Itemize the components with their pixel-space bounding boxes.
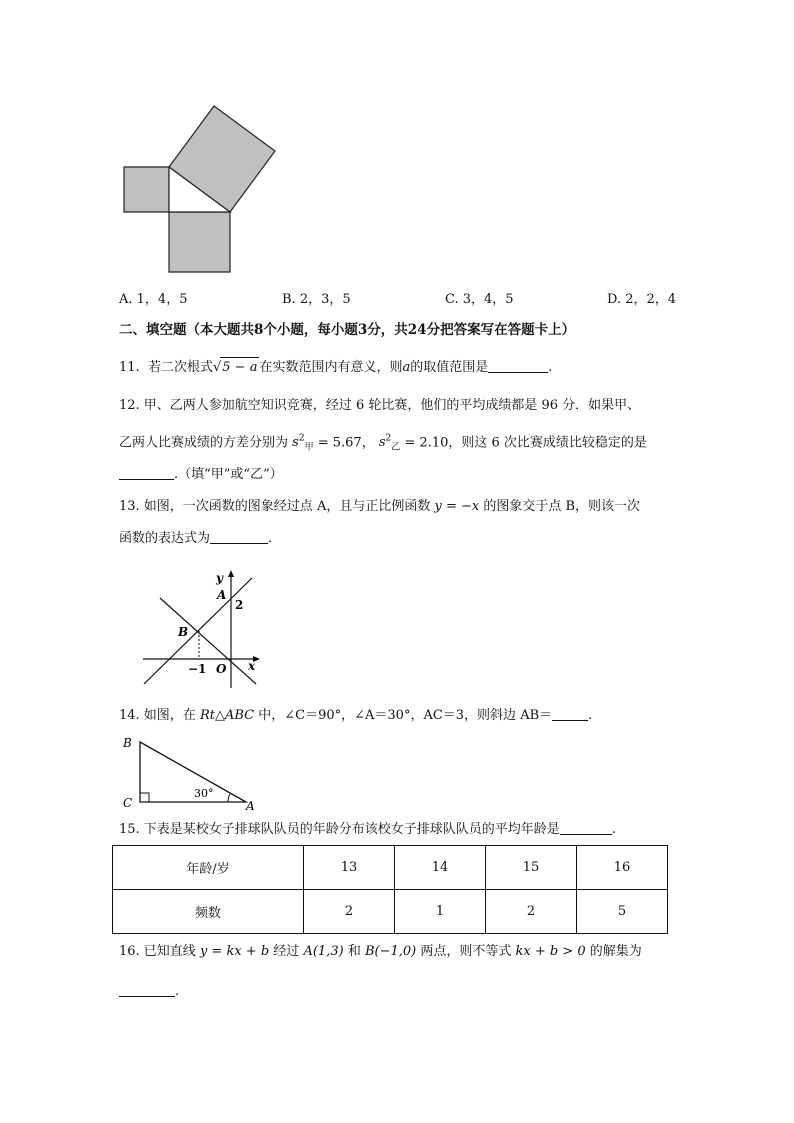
q11-end: . (548, 360, 553, 375)
option-d: D. 2，2，4 (607, 292, 677, 307)
question-13-line1 (119, 497, 640, 517)
age-cell: 15 (486, 846, 577, 890)
q16-and: 和 (347, 944, 361, 959)
q11-pre: 若二次根式 (147, 360, 213, 375)
option-a: A. 1，4，5 (119, 292, 188, 307)
question-11: 11. 若二次根式√5 − a 在实数范围内有意义，则a的取值范围是 . (119, 357, 552, 378)
q11-var: a (402, 360, 411, 375)
q12-jia-sub: 甲 (304, 442, 314, 453)
age-frequency-table (112, 845, 668, 934)
q13-line2: 函数的表达式为 (119, 531, 211, 546)
count-cell: 1 (395, 890, 486, 934)
q11-number: 11. (119, 360, 140, 375)
small-square (124, 167, 169, 212)
q16-eq: y = kx + b (199, 944, 270, 959)
q15-end: . (611, 822, 616, 837)
count-cell: 5 (577, 890, 668, 934)
q16-point-b: B(−1,0) (364, 944, 417, 959)
q12-s-jia: = 5.67 (317, 435, 362, 451)
table-row-age (113, 846, 668, 890)
row-label-age: 年龄/岁 (113, 846, 304, 890)
q12-line3: .（填“甲”或“乙”） (174, 467, 283, 482)
q12-line2-post: ，则这 6 次比赛成绩比较稳定的是 (448, 435, 647, 451)
angle-a-arc (228, 794, 230, 802)
q16-end: . (175, 984, 180, 999)
q11-answer-blank[interactable] (488, 358, 548, 373)
q16-mid1: 经过 (273, 944, 300, 959)
q16-pre: 16. 已知直线 (119, 944, 196, 959)
q16-mid2: 两点，则不等式 (420, 944, 512, 959)
y-axis-arrow (228, 570, 234, 577)
question-16-line2 (119, 982, 179, 1002)
triangle-abc (140, 742, 246, 802)
table-row-frequency (113, 890, 668, 934)
q14-mid: 中，∠C＝90°，∠A＝30°，AC＝3，则斜边 AB＝ (258, 708, 553, 723)
angle-30-label: 30° (194, 787, 214, 800)
tick-neg1-label: −1 (188, 662, 207, 676)
q14-triangle-figure (118, 730, 263, 812)
question-16-line1 (119, 942, 642, 962)
count-cell: 2 (304, 890, 395, 934)
pythagoras-squares-figure (118, 100, 283, 280)
option-c: C. 3，4，5 (445, 292, 514, 307)
q16-point-a: A(1,3) (303, 944, 344, 959)
q16-inequality: kx + b > 0 (515, 944, 586, 959)
q11-mid: 在实数范围内有意义，则 (259, 360, 403, 375)
vertex-c-label: C (123, 796, 133, 810)
q11-radicand: 5 − a (220, 357, 259, 378)
tick-2-label: 2 (235, 598, 244, 612)
q12-yi-sub: 乙 (391, 442, 401, 453)
x-axis-label: x (248, 659, 256, 673)
point-b-label: B (178, 625, 189, 639)
q11-post: 的取值范围是 (410, 360, 489, 375)
q13-line1-post: 的图象交于点 B，则该一次 (483, 499, 641, 514)
section-title: 二、填空题（本大题共8个小题，每小题3分，共24分把答案写在答题卡上） (119, 322, 576, 338)
question-13-line2 (119, 529, 272, 549)
q13-line1-pre: 13. 如图，一次函数的图象经过点 A，且与正比例函数 (119, 499, 431, 514)
question-12-line1: 12. 甲、乙两人参加航空知识竞赛，经过 6 轮比赛，他们的平均成绩都是 96 分．如果甲、 (119, 398, 641, 413)
q13-function-graph (138, 568, 268, 693)
count-cell: 2 (486, 890, 577, 934)
q14-tri: △ABC (214, 708, 255, 723)
origin-label: O (216, 662, 227, 676)
age-cell: 14 (395, 846, 486, 890)
y-axis-label: y (216, 571, 223, 585)
q14-rt: Rt (199, 708, 215, 723)
age-cell: 13 (304, 846, 395, 890)
q14-pre: 14. 如图，在 (119, 708, 196, 723)
q13-end: . (268, 531, 273, 546)
question-12-line3 (119, 465, 283, 485)
age-cell: 16 (577, 846, 668, 890)
q12-answer-blank[interactable] (119, 465, 174, 480)
point-a-label: A (217, 588, 227, 602)
row-label-frequency: 频数 (113, 890, 304, 934)
q12-line2-pre: 乙两人比赛成绩的方差分别为 (119, 435, 289, 451)
q16-post: 的解集为 (589, 944, 642, 959)
vertex-b-label: B (123, 736, 132, 750)
q16-answer-blank[interactable] (119, 982, 175, 997)
right-angle-mark (140, 793, 149, 802)
vertex-a-label: A (246, 799, 255, 812)
q14-end: . (588, 708, 593, 723)
q13-func: y = −x (434, 499, 480, 514)
question-14 (119, 706, 592, 726)
bottom-square (169, 212, 230, 272)
q14-answer-blank[interactable] (552, 706, 588, 721)
option-b: B. 2，3，5 (282, 292, 351, 307)
q15-answer-blank[interactable] (560, 820, 612, 835)
question-12-line2: 乙两人比赛成绩的方差分别为 $s^2_甲 = 5.67$， $s^2_乙 = 2.10$，则这 6 次比赛成绩比较稳定的是 (119, 434, 647, 453)
question-15 (119, 820, 616, 840)
q13-answer-blank[interactable] (210, 529, 268, 544)
q12-s-yi: = 2.10 (404, 435, 449, 451)
q15-text: 15. 下表是某校女子排球队队员的年龄分布该校女子排球队队员的平均年龄是 (119, 822, 560, 837)
